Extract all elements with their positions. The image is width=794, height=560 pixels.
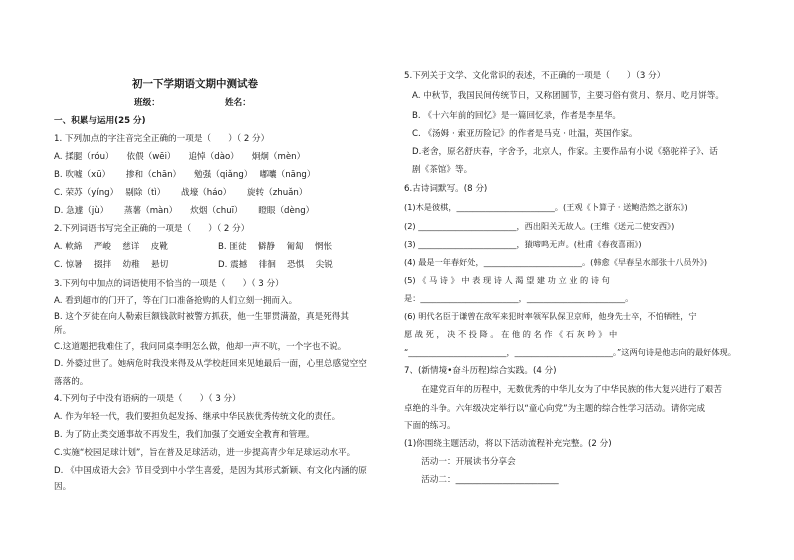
question-5-stem: 5.下列关于文学、文化常识的表述，不正确的一项是（ ）（3 分） bbox=[404, 71, 666, 81]
question-1-option-d: D. 急遽（jù） 蒸薯（màn） 炊烟（chuī） 瞪眼（dèng） bbox=[54, 206, 315, 216]
question-1-option-c: C. 荣苏（yíng） 剔除（tì） 战壕（háo） 旋转（zhuǎn） bbox=[54, 188, 308, 198]
question-5-option-a: A. 中秋节，我国民间传统节日，又称团圆节，主要习俗有赏月、祭月、吃月饼等。 bbox=[412, 91, 724, 101]
question-4-option-d: D. 《中国成语大会》节目受到中小学生喜爱，是因为其形式新颖、有文化内涵的原 bbox=[54, 466, 367, 476]
question-5-option-d: D.老舍，原名舒庆春，字舍予，北京人，作家。主要作品有小说《骆驼祥子》、话 bbox=[412, 147, 718, 157]
question-3-option-a: A. 看到超市的门开了，等在门口准备抢购的人们立刻一拥而入。 bbox=[54, 296, 298, 306]
question-5-option-d-cont: 剧《茶馆》等。 bbox=[412, 165, 473, 175]
page-title: 初一下学期语文期中测试卷 bbox=[132, 78, 258, 90]
question-5-option-c: C. 《汤姆 · 索亚历险记》的作者是马克 · 吐温，英国作家。 bbox=[412, 129, 638, 139]
question-3-option-d-cont: 落落的。 bbox=[54, 377, 89, 387]
question-6-item-2: (2) ________________________，西出阳关无故人。(王维《送元二使安西》) bbox=[404, 221, 675, 231]
question-2-option-c: C. 惊暑 掇拌 幼稚 悬切 bbox=[54, 260, 169, 270]
question-4-option-c: C.实施“校园足球计划”，旨在普及足球活动，进一步提高青少年足球运动水平。 bbox=[54, 448, 356, 458]
class-label: 班级： bbox=[134, 98, 160, 108]
question-2-option-a: A. 軟綿 严峻 慈详 皮靴 bbox=[54, 242, 168, 252]
question-6-item-1: (1)木是彼棋，________________________。(王观《卜算子 · 送鲍浩然之浙东》) bbox=[404, 202, 688, 212]
name-label: 姓名： bbox=[225, 98, 251, 108]
question-7-stem: 7、(新情境•奋斗历程)综合实践。(4 分) bbox=[404, 366, 557, 376]
question-6-item-5: (5) 《 马 诗 》 中 表 现 诗 人 渴 望 建 功 立 业 的 诗 句 bbox=[404, 275, 610, 285]
question-4-option-d-cont: 因。 bbox=[54, 482, 72, 492]
question-3-option-d: D. 外婆过世了。她病危时我没来得及从学校赶回来见她最后一面，心里总感觉空空 bbox=[54, 359, 367, 369]
question-7-subquestion-1: (1)你围绕主题活动，将以下活动流程补充完整。(2 分) bbox=[404, 439, 612, 449]
question-7-paragraph-2: 卓绝的斗争。六年级决定举行以“童心向党”为主题的综合性学习活动。请你完成 bbox=[404, 404, 706, 414]
question-6-stem: 6.古诗词默写。(8 分) bbox=[404, 184, 488, 194]
question-6-item-3: (3) ________________________，猿啼鸣无声。(杜甫《春夜喜雨》) bbox=[404, 239, 642, 249]
question-3-option-c: C.这道题把我难住了，我问同桌李明怎么做，他却一声不吭，一个字也不说。 bbox=[54, 342, 347, 352]
question-6-item-5-cont: 是：________________________，________________________。 bbox=[404, 293, 634, 303]
question-1-option-a: A. 揉腿（róu） 依偎（wēi） 追悼（dào） 炯炯（mèn） bbox=[54, 152, 306, 162]
question-1-option-b: B. 吹嘘（xū） 掺和（chān） 勉强（qiǎng） 嘟囔（nāng） bbox=[54, 170, 316, 180]
question-4-option-a: A. 作为年轻一代，我们要担负起发扬、继承中华民族优秀传统文化的责任。 bbox=[54, 412, 341, 422]
question-4-option-b: B. 为了防止类交通事故不再发生，我们加强了交通安全教育和管理。 bbox=[54, 430, 315, 440]
question-2-option-d: D. 震撼 徘徊 恐惧 尖锐 bbox=[218, 260, 333, 270]
question-4-stem: 4.下列句子中没有语病的一项是（ ）（ 3 分） bbox=[54, 394, 241, 404]
question-6-item-6-cont: 愿 战 死 ， 决 不 投 降 。 在 他 的 名 作 《 石 灰 吟 》 中 bbox=[404, 329, 618, 339]
question-5-option-b: B. 《十六年前的回忆》是一篇回忆录，作者是李星华。 bbox=[412, 111, 622, 121]
question-3-option-b-cont: 所。 bbox=[54, 326, 72, 336]
question-6-item-4: (4) 最是一年春好处，________________________。(韩愈《早春呈水部张十八员外》) bbox=[404, 257, 708, 267]
question-3-stem: 3.下列句中加点的词语使用不恰当的一项是（ ）（ 3 分） bbox=[54, 279, 284, 289]
question-3-option-b: B. 这个歹徒在向人勒索巨额钱款时被警方抓获，他一生罪贯满盈，真是死得其 bbox=[54, 312, 349, 322]
question-7-paragraph-1: 在建党百年的历程中，无数优秀的中华儿女为了中华民族的伟大复兴进行了艰苦 bbox=[404, 385, 722, 395]
activity-one: 活动一：开展读书分享会 bbox=[404, 457, 516, 467]
question-2-stem: 2.下列词语书写完全正确的一项是（ ）（ 2 分） bbox=[54, 224, 250, 234]
question-6-item-6: (6) 明代名臣于谦曾在敌军来犯时率领军队保卫京师，他身先士卒，不怕牺牲，宁 bbox=[404, 311, 697, 321]
question-7-paragraph-3: 下面的练习。 bbox=[404, 421, 456, 431]
question-1-stem: 1. 下列加点的字注音完全正确的一项是（ ）（ 2 分） bbox=[54, 134, 270, 144]
question-6-item-6-answer: “________________________，________________________。”这两句诗是他志向的最好体现。 bbox=[404, 347, 736, 357]
section-heading: 一、积累与运用(25 分) bbox=[54, 116, 146, 126]
activity-two: 活动二：________________________ bbox=[404, 475, 559, 485]
question-2-option-b: B. 匪徒 僻静 匍匐 惘怅 bbox=[218, 242, 333, 252]
